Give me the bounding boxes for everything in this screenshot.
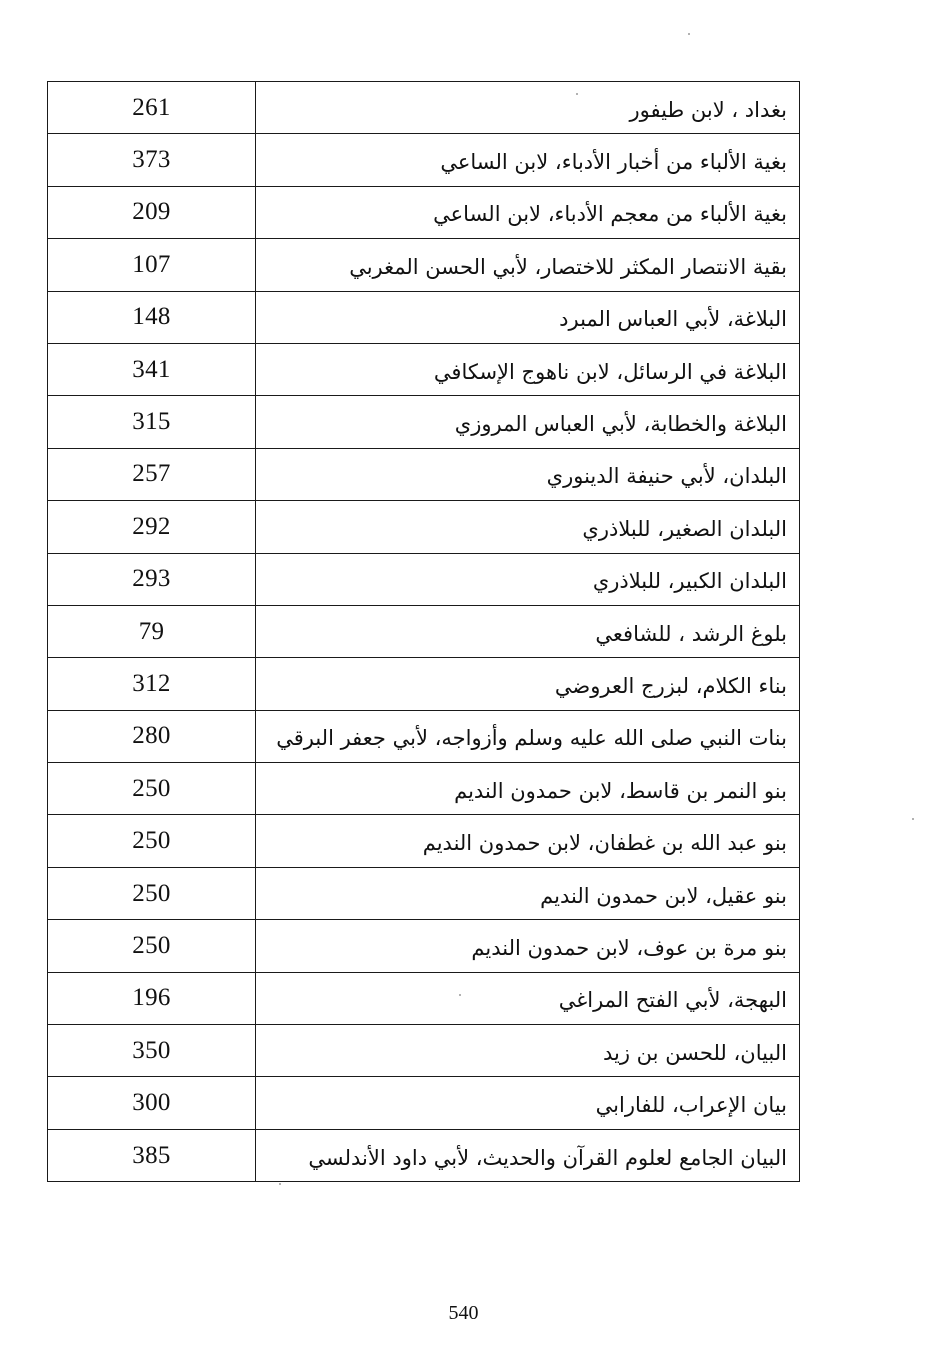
page-ref: 148: [48, 291, 256, 343]
book-title: البيان الجامع لعلوم القرآن والحديث، لأبي داود الأندلسي: [256, 1129, 800, 1181]
page-ref: 350: [48, 1025, 256, 1077]
book-title: البيان، للحسن بن زيد: [256, 1025, 800, 1077]
page-ref: 292: [48, 501, 256, 553]
scan-speck: [279, 1183, 281, 1185]
page-ref: 315: [48, 396, 256, 448]
page-ref: 385: [48, 1129, 256, 1181]
book-title: بقية الانتصار المكثر للاختصار، لأبي الحسن المغربي: [256, 239, 800, 291]
scan-speck: [576, 93, 578, 95]
table-row: [48, 815, 800, 867]
page-ref: 250: [48, 867, 256, 919]
book-title: البلدان الكبير، للبلاذري: [256, 553, 800, 605]
page-ref: 312: [48, 658, 256, 710]
page-ref: 257: [48, 448, 256, 500]
page-ref: 250: [48, 815, 256, 867]
table-row: [48, 343, 800, 395]
page-ref: 250: [48, 920, 256, 972]
index-table-body: [48, 82, 800, 1182]
table-row: [48, 920, 800, 972]
book-title: بلوغ الرشد ، للشافعي: [256, 605, 800, 657]
page-number: 540: [448, 1302, 479, 1324]
page-ref: 107: [48, 239, 256, 291]
book-title: البلاغة في الرسائل، لابن ناهوج الإسكافي: [256, 343, 800, 395]
table-row: [48, 82, 800, 134]
table-row: [48, 710, 800, 762]
table-row: [48, 134, 800, 186]
book-title: بنو مرة بن عوف، لابن حمدون النديم: [256, 920, 800, 972]
scan-speck: [459, 994, 461, 996]
table-row: [48, 658, 800, 710]
table-row: [48, 553, 800, 605]
table-row: [48, 1077, 800, 1129]
page-ref: 341: [48, 343, 256, 395]
book-title: بنو النمر بن قاسط، لابن حمدون النديم: [256, 763, 800, 815]
page-ref: 293: [48, 553, 256, 605]
page-ref: 79: [48, 605, 256, 657]
table-row: [48, 501, 800, 553]
book-title: البهجة، لأبي الفتح المراغي: [256, 972, 800, 1024]
book-title: بغية الألباء من معجم الأدباء، لابن الساعي: [256, 186, 800, 238]
table-row: [48, 239, 800, 291]
book-title: بغداد ، لابن طيفور: [256, 82, 800, 134]
page-ref: 196: [48, 972, 256, 1024]
table-row: [48, 186, 800, 238]
book-title: بنو عقيل، لابن حمدون النديم: [256, 867, 800, 919]
page-ref: 261: [48, 82, 256, 134]
table-row: [48, 605, 800, 657]
page-ref: 209: [48, 186, 256, 238]
book-title: بنات النبي صلى الله عليه وسلم وأزواجه، لأبي جعفر البرقي: [256, 710, 800, 762]
book-title: بغية الألباء من أخبار الأدباء، لابن الساعي: [256, 134, 800, 186]
book-title: بنو عبد الله بن غطفان، لابن حمدون النديم: [256, 815, 800, 867]
page-ref: 280: [48, 710, 256, 762]
page-ref: 250: [48, 763, 256, 815]
page-ref: 373: [48, 134, 256, 186]
book-title: البلاغة والخطابة، لأبي العباس المروزي: [256, 396, 800, 448]
book-title: بيان الإعراب، للفارابي: [256, 1077, 800, 1129]
scan-speck: [688, 33, 690, 35]
table-row: [48, 291, 800, 343]
table-row: [48, 1129, 800, 1181]
book-title: البلدان الصغير، للبلاذري: [256, 501, 800, 553]
table-row: [48, 396, 800, 448]
page-ref: 300: [48, 1077, 256, 1129]
table-row: [48, 972, 800, 1024]
table-row: [48, 1025, 800, 1077]
book-title: بناء الكلام، لبزرج العروضي: [256, 658, 800, 710]
book-title: البلدان، لأبي حنيفة الدينوري: [256, 448, 800, 500]
table-row: [48, 867, 800, 919]
index-table: [47, 81, 800, 1182]
table-row: [48, 448, 800, 500]
book-title: البلاغة، لأبي العباس المبرد: [256, 291, 800, 343]
table-row: [48, 763, 800, 815]
scan-speck: [912, 818, 914, 820]
